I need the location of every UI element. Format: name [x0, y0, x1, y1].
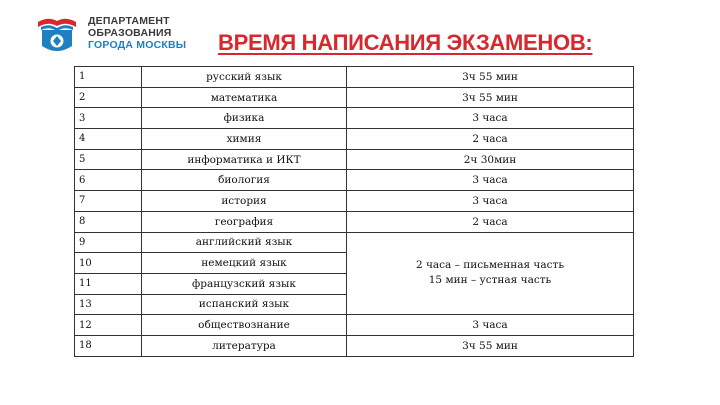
table-row	[75, 211, 634, 232]
page-title: ВРЕМЯ НАПИСАНИЯ ЭКЗАМЕНОВ:	[218, 30, 593, 55]
row-number: 10	[75, 253, 142, 274]
row-number: 12	[75, 315, 142, 336]
subject-cell: обществознание	[142, 315, 347, 336]
languages-duration-cell	[347, 232, 634, 315]
subject-cell: физика	[142, 108, 347, 129]
table-row	[75, 232, 634, 253]
logo-line-2: ОБРАЗОВАНИЯ	[88, 27, 172, 39]
subject-cell: английский язык	[142, 232, 347, 253]
row-number: 18	[75, 335, 142, 356]
row-number: 8	[75, 211, 142, 232]
table-row	[75, 87, 634, 108]
subject-cell: русский язык	[142, 67, 347, 88]
department-emblem-icon	[32, 10, 82, 56]
row-number: 4	[75, 129, 142, 150]
subject-cell: биология	[142, 170, 347, 191]
subject-cell: французский язык	[142, 273, 347, 294]
subject-cell: математика	[142, 87, 347, 108]
table-row	[75, 129, 634, 150]
logo-line-3: ГОРОДА МОСКВЫ	[88, 39, 187, 51]
table-row	[75, 191, 634, 212]
duration-cell: 2ч 30мин	[347, 149, 634, 170]
row-number: 11	[75, 273, 142, 294]
exam-duration-table	[74, 66, 634, 357]
row-number: 1	[75, 67, 142, 88]
duration-cell: 3 часа	[347, 315, 634, 336]
written-part-duration: 2 часа – письменная часть	[415, 259, 565, 272]
duration-cell: 3 часа	[347, 108, 634, 129]
duration-cell: 3 часа	[347, 170, 634, 191]
duration-cell: 2 часа	[347, 211, 634, 232]
row-number: 5	[75, 149, 142, 170]
row-number: 3	[75, 108, 142, 129]
subject-cell: немецкий язык	[142, 253, 347, 274]
duration-cell: 3 часа	[347, 191, 634, 212]
logo-line-1: ДЕПАРТАМЕНТ	[88, 15, 170, 27]
subject-cell: информатика и ИКТ	[142, 149, 347, 170]
table-row	[75, 149, 634, 170]
table-row	[75, 315, 634, 336]
table-row	[75, 108, 634, 129]
table-row	[75, 67, 634, 88]
subject-cell: литература	[142, 335, 347, 356]
subject-cell: география	[142, 211, 347, 232]
duration-cell: 2 часа	[347, 129, 634, 150]
row-number: 13	[75, 294, 142, 315]
table-row	[75, 170, 634, 191]
table-row	[75, 335, 634, 356]
row-number: 7	[75, 191, 142, 212]
subject-cell: история	[142, 191, 347, 212]
duration-cell: 3ч 55 мин	[347, 87, 634, 108]
logo	[32, 10, 186, 56]
duration-cell: 3ч 55 мин	[347, 67, 634, 88]
row-number: 2	[75, 87, 142, 108]
oral-part-duration: 15 мин – устная часть	[428, 274, 552, 287]
duration-cell: 3ч 55 мин	[347, 335, 634, 356]
row-number: 9	[75, 232, 142, 253]
subject-cell: химия	[142, 129, 347, 150]
row-number: 6	[75, 170, 142, 191]
subject-cell: испанский язык	[142, 294, 347, 315]
